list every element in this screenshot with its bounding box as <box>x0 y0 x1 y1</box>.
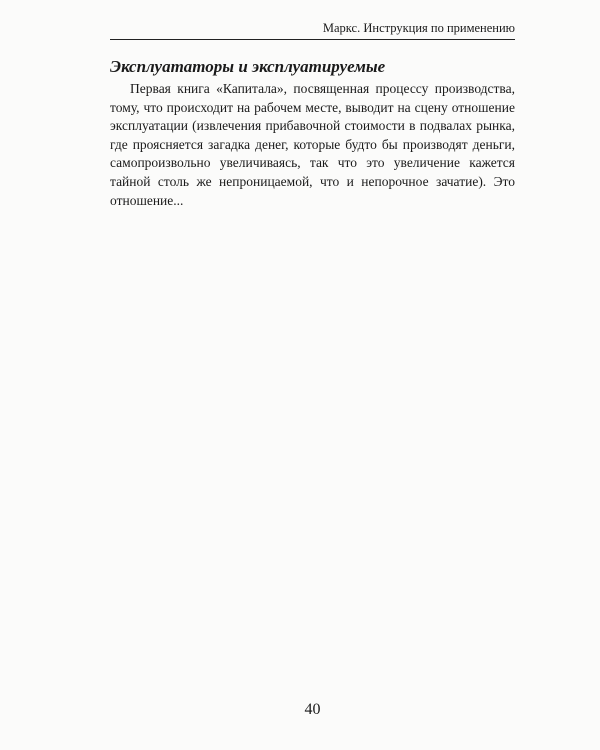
paragraph: Первая книга «Капитала», посвященная процессу производства, тому, что происходит на рабочем месте, выводит на сцену отношение эксплуатации (извлечения прибавочной стоимости в подвалах рынка, где проясняется загадка денег, которые будто бы производят деньги, самопроизвольно увеличиваясь, так что это увеличение кажется тайной столь же непроницаемой, что и непорочное зачатие). Это отношение... <box>110 81 515 208</box>
page-number: 40 <box>304 701 321 718</box>
running-head: Маркс. Инструкция по применению <box>322 21 515 35</box>
section-title: Эксплуататоры и эксплуатируемые <box>110 57 386 76</box>
header-rule <box>110 39 515 40</box>
body-text <box>110 80 515 210</box>
